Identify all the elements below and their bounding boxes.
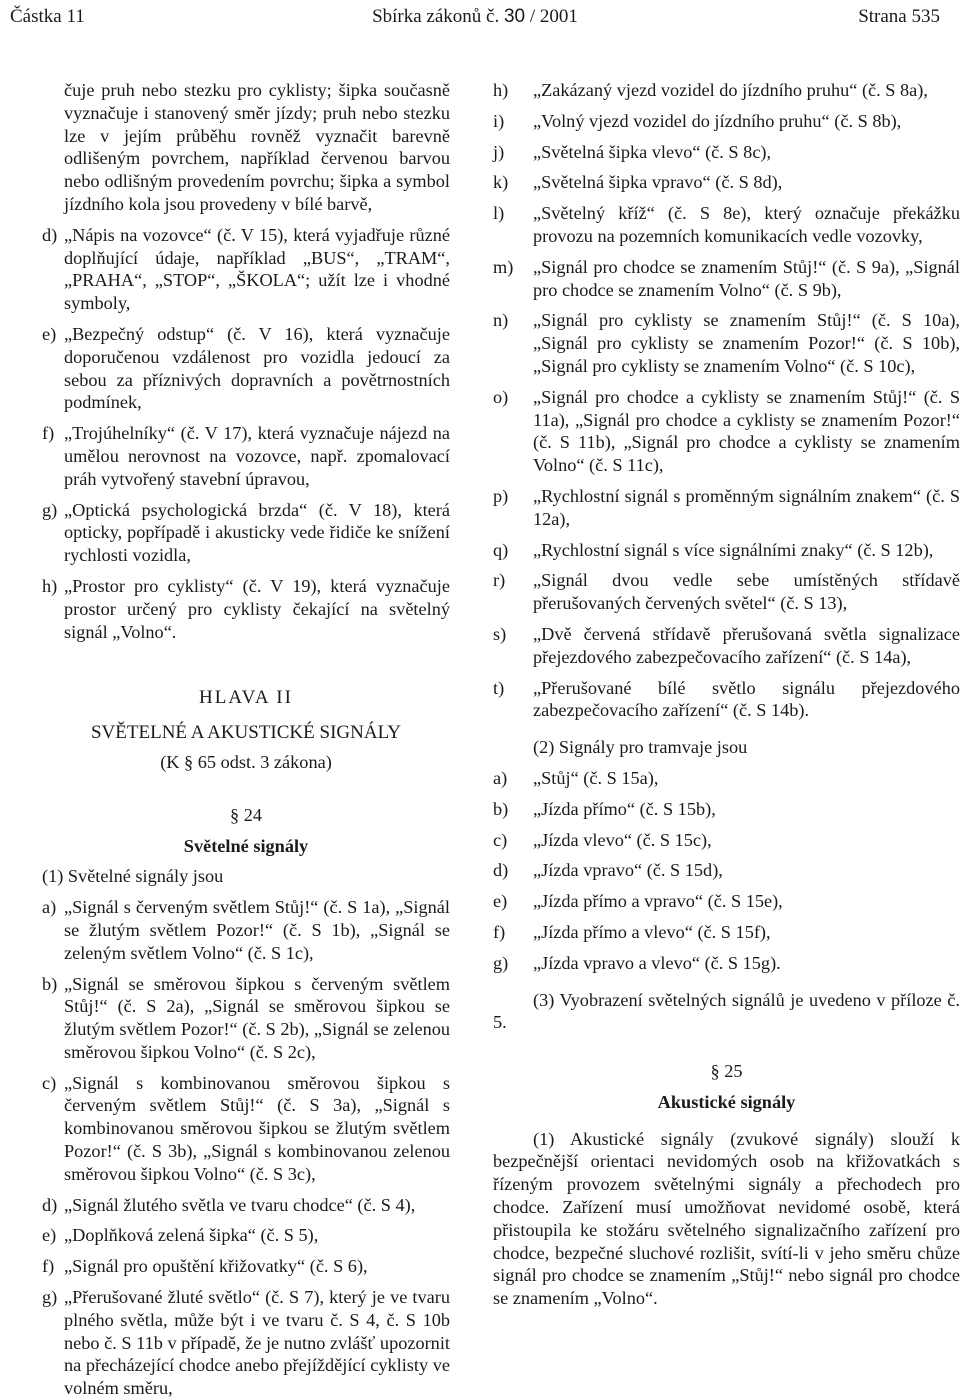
issue-label: Částka 11: [10, 6, 85, 27]
paragraph: (3) Vyobrazení světelných signálů je uvedeno v příloze č. 5.: [493, 989, 960, 1033]
list-item: d) „Signál žlutého světla ve tvaru chodce“ (č. S 4),: [42, 1194, 416, 1215]
paragraph: (2) Signály pro tramvaje jsou: [533, 737, 748, 758]
intro-paragraph: čuje pruh nebo stezku pro cyklisty; šipka současně vyznačuje i stanovený směr jízdy; pruh nebo stezku lze v jejím průběhu rovněž vyznačit barevně odlišeným povrchem, například červenou barvou nebo odlišným provedením povrchu; šipka a symbol jízdního kola jsou provedeny v bílé barvě,: [64, 80, 450, 214]
list-item: r) „Signál dvou vedle sebe umístěných střídavě přerušovaných červených světel“ (č. S 13),: [493, 570, 960, 614]
list-item: t) „Přerušované bílé světlo signálu přejezdového zabezpečovacího zařízení“ (č. S 14b).: [493, 677, 960, 721]
right-column: [493, 79, 960, 1310]
list-item: o) „Signál pro chodce a cyklisty se znamením Stůj!“ (č. S 11a), „Signál pro chodce a cyklisty se znamením Pozor!“ (č. S 11b), „Signál pro chodce a cyklisty se znamením Volno“ (č. S 11c),: [493, 386, 960, 476]
chapter-heading: HLAVA II: [199, 687, 293, 709]
list-item: f) „Trojúhelníky“ (č. V 17), která vyznačuje nájezd na umělou nerovnost na vozovce, např. zpomalovací práh vytvořený stavební úpravou,: [42, 423, 450, 489]
list-item: i) „Volný vjezd vozidel do jízdního pruhu“ (č. S 8b),: [493, 110, 902, 131]
left-column: [42, 79, 450, 1400]
list-item: h) „Zakázaný vjezd vozidel do jízdního pruhu“ (č. S 8a),: [493, 80, 928, 100]
list-item: b) „Signál se směrovou šipkou s červeným světlem Stůj!“ (č. S 2a), „Signál se směrovou šipkou se žlutým světlem Pozor!“ (č. S 2b), „Signál se zelenou směrovou šipkou Volno“ (č. S 2c),: [42, 973, 450, 1062]
list-item: s) „Dvě červená střídavě přerušovaná světla signalizace přejezdového zabezpečovacího zařízení“ (č. S 14a),: [493, 623, 960, 667]
list-item: a) „Signál s červeným světlem Stůj!“ (č. S 1a), „Signál se žlutým světlem Pozor!“ (č. S 1b), „Signál se zeleným světlem Volno“ (č. S 1c),: [42, 897, 450, 963]
section-title: Akustické signály: [657, 1091, 796, 1112]
paragraph: (1) Akustické signály (zvukové signály) slouží k bezpečnější orientaci nevidomých osob na křižovatkách s řízeným provozem světelnými signály a přechodech pro chodce. Zařízení musí umožňovat nevidomé osobě, která přistoupila ke stožáru světelného signalizačního zařízení pro chodce, bezpečné sluchové rozlišit, svítí-li v jeho směru chůze signál pro chodce se znamením „Stůj!“ nebo signál pro chodce se znamením „Volno“.: [493, 1128, 960, 1309]
list-item: d) „Jízda vpravo“ (č. S 15d),: [493, 860, 723, 881]
list-item: l) „Světelný kříž“ (č. S 8e), který označuje překážku provozu na pozemních komunikacích vedle vozovky,: [493, 203, 960, 246]
list-item: h) „Prostor pro cyklisty“ (č. V 19), která vyznačuje prostor určený pro cyklisty čekající na světelný signál „Volno“.: [42, 575, 450, 642]
list-item: f) „Jízda přímo a vlevo“ (č. S 15f),: [493, 921, 771, 942]
list-item: q) „Rychlostní signál s více signálními znaky“ (č. S 12b),: [493, 539, 934, 560]
section-number: § 24: [230, 804, 262, 825]
page-header: [10, 4, 940, 30]
list-item: g) „Optická psychologická brzda“ (č. V 18), která opticky, popřípadě i akusticky vede řidiče ke snížení rychlosti vozidla,: [42, 499, 450, 566]
list-item: p) „Rychlostní signál s proměnným signálním znakem“ (č. S 12a),: [493, 485, 960, 529]
chapter-title: SVĚTELNÉ A AKUSTICKÉ SIGNÁLY: [90, 722, 401, 744]
list-item: m) „Signál pro chodce se znamením Stůj!“ (č. S 9a), „Signál pro chodce se znamením Volno“ (č. S 9b),: [493, 256, 960, 300]
list-item: g) „Přerušované žluté světlo“ (č. S 7), který je ve tvaru plného světla, může být i ve tvaru č. S 4, č. S 10b nebo č. S 11b v případě, že je nutno zvlášť upozornit na přecházející chodce anebo přejíždějící cyklisty ve volném směru,: [42, 1287, 450, 1399]
list-item: c) „Jízda vlevo“ (č. S 15c),: [493, 829, 712, 850]
section-title: Světelné signály: [183, 835, 309, 856]
chapter-reference: (K § 65 odst. 3 zákona): [160, 751, 332, 772]
list-item: g) „Jízda vpravo a vlevo“ (č. S 15g).: [493, 952, 781, 973]
list-item: b) „Jízda přímo“ (č. S 15b),: [493, 798, 716, 819]
section-number: § 25: [710, 1061, 743, 1082]
list-item: e) „Doplňková zelená šipka“ (č. S 5),: [42, 1225, 319, 1246]
page-number: Strana 535: [858, 6, 940, 27]
list-item: f) „Signál pro opuštění křižovatky“ (č. S 6),: [42, 1256, 368, 1277]
list-item: e) „Jízda přímo a vpravo“ (č. S 15e),: [493, 891, 783, 912]
paragraph: (1) Světelné signály jsou: [42, 866, 224, 887]
list-item: n) „Signál pro cyklisty se znamením Stůj!“ (č. S 10a), „Signál pro cyklisty se znamením Pozor!“ (č. S 10b), „Signál pro cyklisty se znamením Volno“ (č. S 10c),: [493, 310, 960, 376]
list-item: c) „Signál s kombinovanou směrovou šipkou s červeným světlem Stůj!“ (č. S 3a), „Signál s kombinovanou směrovou šipkou se žlutým světlem Pozor!“ (č. S 3b), „Signál s kombinovanou zelenou směrovou šipkou Volno“ (č. S 3c),: [42, 1072, 450, 1184]
list-item: a) „Stůj“ (č. S 15a),: [493, 767, 659, 788]
list-item: d) „Nápis na vozovce“ (č. V 15), která vyjadřuje různé doplňující údaje, například „BUS“, „TRAM“, „PRAHA“, „STOP“, „ŠKOLA“; užít lze i vhodné symboly,: [42, 224, 450, 314]
list-item: e) „Bezpečný odstup“ (č. V 16), která vyznačuje doporučenou vzdálenost pro vozidla jedoucí za sebou za příznivých dopravních a povětrnostních podmínek,: [42, 323, 450, 413]
collection-label: Sbírka zákonů č. 30 / 2001: [372, 6, 578, 27]
list-item: j) „Světelná šipka vlevo“ (č. S 8c),: [493, 141, 772, 162]
list-item: k) „Světelná šipka vpravo“ (č. S 8d),: [493, 172, 783, 193]
